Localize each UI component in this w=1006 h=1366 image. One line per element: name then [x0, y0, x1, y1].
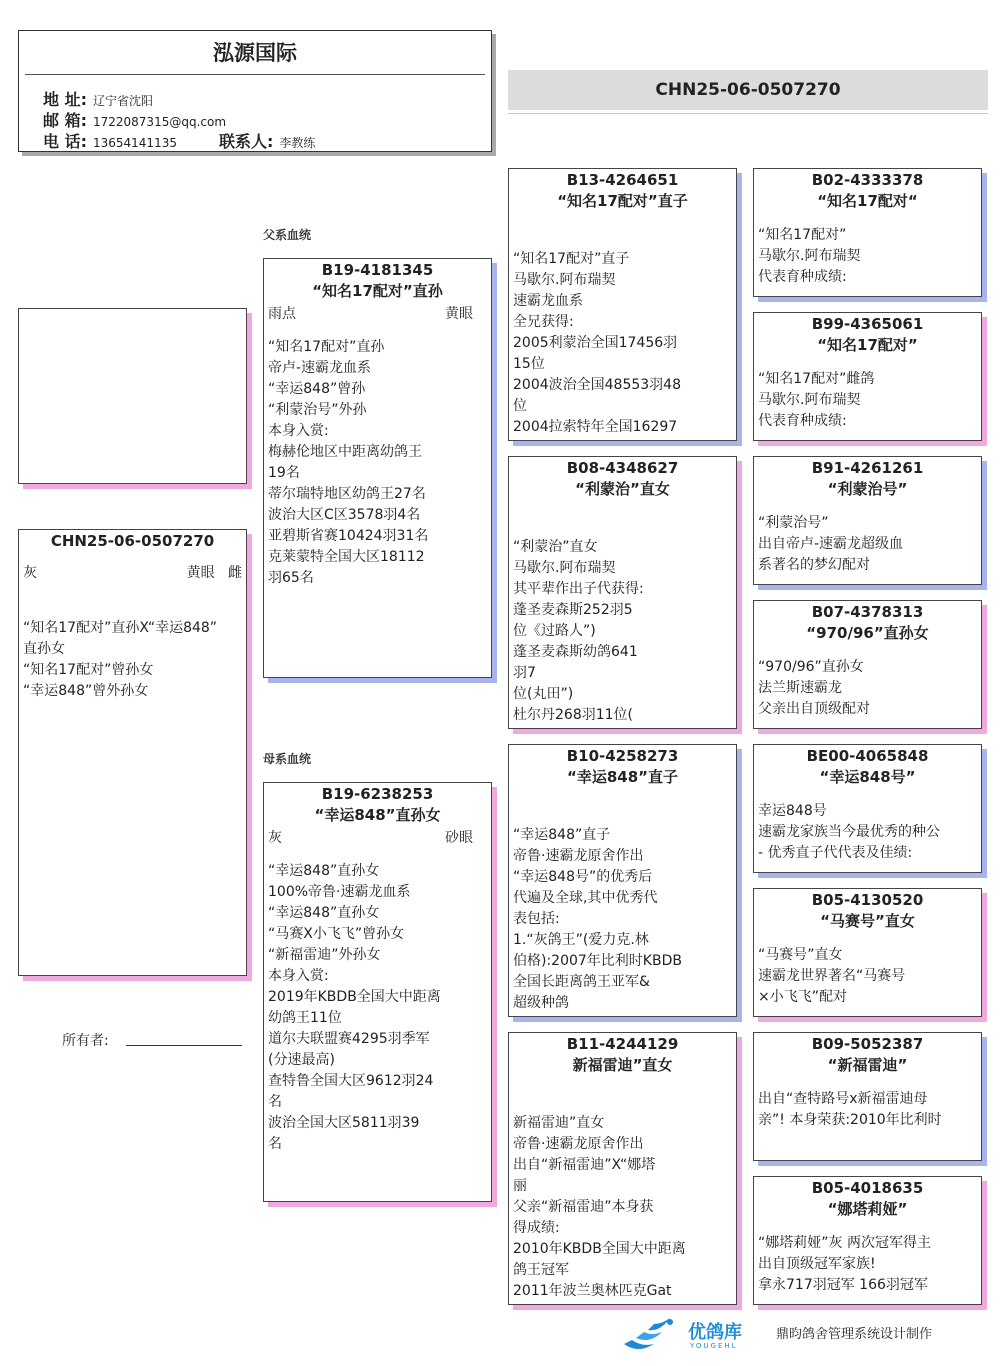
- description: “利蒙治”直女 马歇尔.阿布瑞契 其平辈作出子代获得: 蓬圣麦森斯252羽5 位《过路人”) 蓬圣麦森斯幼鸽641 羽7 位(丸田”) 杜尔丹268羽11位(: [513, 539, 644, 723]
- grandparent-card: [508, 168, 737, 441]
- description: “幸运848”直孙女 100%帝鲁·速霸龙血系 “幸运848”直孙女 “马赛X小飞飞”曾孙女 “新福雷迪”外孙女 本身入赏: 2019年KBDB全国大中距离 幼鸽王11位 道尔夫联盟赛4295羽季军 (分速最高) 查特鲁全国大区9612羽24 名 波治全国大区5811羽39 名: [268, 863, 441, 1152]
- eye: 砂眼: [445, 830, 473, 846]
- description: “知名17配对”雌鸽 马歇尔.阿布瑞契 代表育种成绩:: [758, 371, 875, 429]
- bird-title: “幸运848”直孙女: [314, 806, 441, 824]
- ring-number: B07-4378313: [811, 603, 924, 621]
- description: “利蒙治号” 出自帝卢-速霸龙超级血 系著名的梦幻配对: [758, 515, 904, 573]
- ring-number: B08-4348627: [566, 459, 679, 477]
- description: “知名17配对”直子 马歇尔.阿布瑞契 速霸龙血系 全兄获得: 2005利蒙治全国17456羽 15位 2004波治全国48553羽48 位 2004拉索特年全国16297: [513, 251, 681, 435]
- owner-label: 所有者:: [62, 1033, 109, 1049]
- description: 出自“查特路号x新福雷迪母 亲”! 本身荣获:2010年比利时: [758, 1091, 942, 1128]
- bird-title: “970/96”直孙女: [806, 624, 929, 642]
- grandparent-card: [508, 744, 737, 1017]
- credit-text: 鼎昀鸽舍管理系统设计制作: [776, 1327, 933, 1342]
- ring-number: BE00-4065848: [806, 747, 929, 765]
- description: “幸运848”直子 帝鲁·速霸龙原舍作出 “幸运848号”的优秀后 代遍及全球,其中优秀代 表包括: 1.“灰鸽王”(爱力克.林 伯格):2007年比利时KBDB 全国长距离鸽王亚军& 超级种鸽: [513, 827, 682, 1011]
- phone-label: 电 话:: [43, 132, 87, 151]
- bird-title: “知名17配对“: [817, 192, 918, 210]
- eye-and-sex: [187, 562, 242, 582]
- email-label: 邮 箱:: [43, 111, 87, 130]
- bird-photo-frame: [18, 308, 247, 484]
- ring-number: B10-4258273: [566, 747, 679, 765]
- sire-line-label: 父系血统: [263, 228, 312, 242]
- loft-info-card: [18, 30, 492, 152]
- color: 雨点: [268, 306, 296, 322]
- description: 新福雷迪”直女 帝鲁·速霸龙原舍作出 出自“新福雷迪”X“娜塔 丽 父亲“新福雷迪”本身获 得成绩: 2010年KBDB全国大中距离 鸽王冠军 2011年波兰奥林匹克Gat: [513, 1115, 686, 1299]
- great-grandparent-card: [753, 312, 982, 441]
- bird-title: “知名17配对”直孙: [312, 282, 443, 300]
- subject-bird-card: [18, 529, 247, 976]
- bird-title: “知名17配对”直子: [557, 192, 688, 210]
- email-row: [43, 108, 226, 131]
- great-grandparent-card: [753, 888, 982, 1017]
- great-grandparent-card: [753, 1176, 982, 1305]
- bird-attributes: [264, 827, 491, 847]
- color: 灰: [268, 830, 282, 846]
- ring-number: B13-4264651: [566, 171, 679, 189]
- brand-name: 优鸽库: [688, 1322, 742, 1343]
- sire-card: [263, 258, 492, 678]
- description: “娜塔莉娅”灰 两次冠军得主 出自顶级冠军家族! 拿永717羽冠军 166羽冠军: [758, 1235, 931, 1293]
- description: “知名17配对”直孙X“幸运848” 直孙女 “知名17配对”曾孙女 “幸运848”曾外孙女: [23, 620, 218, 699]
- ring-number: B02-4333378: [811, 171, 924, 189]
- contact-label: 联系人:: [218, 132, 274, 151]
- contact-value: 李教练: [279, 136, 316, 150]
- email-value: 1722087315@qq.com: [92, 115, 227, 129]
- address-label: 地 址:: [43, 90, 87, 109]
- ring-number: B05-4018635: [811, 1179, 924, 1197]
- bird-title: “知名17配对”: [817, 336, 918, 354]
- ring-number: B91-4261261: [811, 459, 924, 477]
- bird-title: “幸运848号”: [819, 768, 916, 786]
- ring-number: CHN25-06-0507270: [50, 532, 215, 550]
- description: 幸运848号 速霸龙家族当今最优秀的种公 - 优秀直子代代表及佳绩:: [758, 803, 940, 861]
- great-grandparent-card: [753, 1032, 982, 1161]
- description: “970/96”直孙女 法兰斯速霸龙 父亲出自顶级配对: [758, 659, 870, 717]
- bird-title: “利蒙治”直女: [575, 480, 670, 498]
- grandparent-card: [508, 456, 737, 729]
- description: “知名17配对” 马歇尔.阿布瑞契 代表育种成绩:: [758, 227, 861, 285]
- ring-number: B19-6238253: [321, 785, 434, 803]
- eye: 黄眼: [445, 306, 473, 322]
- phone-value: 13654141135: [92, 136, 177, 150]
- address-value: 辽宁省沈阳: [92, 94, 153, 108]
- ring-number: B99-4365061: [811, 315, 924, 333]
- great-grandparent-card: [753, 456, 982, 585]
- phone-row: [43, 129, 315, 152]
- bird-title: “新福雷迪”: [827, 1056, 908, 1074]
- bird-title: “娜塔莉娅”: [827, 1200, 908, 1218]
- loft-name: 泓源国际: [213, 41, 297, 65]
- bird-attributes: [19, 562, 246, 582]
- great-grandparent-card: [753, 600, 982, 729]
- bird-title: “幸运848”直子: [566, 768, 679, 786]
- eye: 黄眼: [186, 565, 215, 581]
- ring-number: B11-4244129: [566, 1035, 679, 1053]
- bird-title: “马赛号”直女: [820, 912, 915, 930]
- brand-subtitle: YOUGEHL: [690, 1342, 738, 1350]
- description: “知名17配对”直孙 帝卢-速霸龙血系 “幸运848”曾孙 “利蒙治号”外孙 本身入赏: 梅赫伦地区中距离幼鸽王 19名 蒂尔瑞特地区幼鸽王27名 波治大区C区3578羽4名 亚碧斯省赛10424羽31名 克莱蒙特全国大区18112 羽65名: [268, 339, 429, 586]
- bird-title: 新福雷迪”直女: [572, 1056, 673, 1074]
- ring-number-banner: CHN25-06-0507270: [508, 70, 988, 110]
- dam-card: [263, 782, 492, 1202]
- divider: [25, 74, 485, 75]
- ring-number: B05-4130520: [811, 891, 924, 909]
- great-grandparent-card: [753, 744, 982, 873]
- address-row: [43, 87, 153, 110]
- ring-number: B09-5052387: [811, 1035, 924, 1053]
- sex: 雌: [228, 565, 242, 581]
- dam-line-label: 母系血统: [263, 752, 312, 766]
- ring-number: B19-4181345: [321, 261, 434, 279]
- description: “马赛号”直女 速霸龙世界著名“马赛号 ×小飞飞”配对: [758, 947, 906, 1005]
- bird-attributes: [264, 303, 491, 323]
- color: 灰: [23, 565, 37, 581]
- bird-title: “利蒙治号”: [827, 480, 908, 498]
- divider: [508, 113, 988, 114]
- owner-signature-line: [126, 1045, 242, 1046]
- great-grandparent-card: [753, 168, 982, 297]
- grandparent-card: [508, 1032, 737, 1305]
- brand-logo-icon: [620, 1314, 682, 1354]
